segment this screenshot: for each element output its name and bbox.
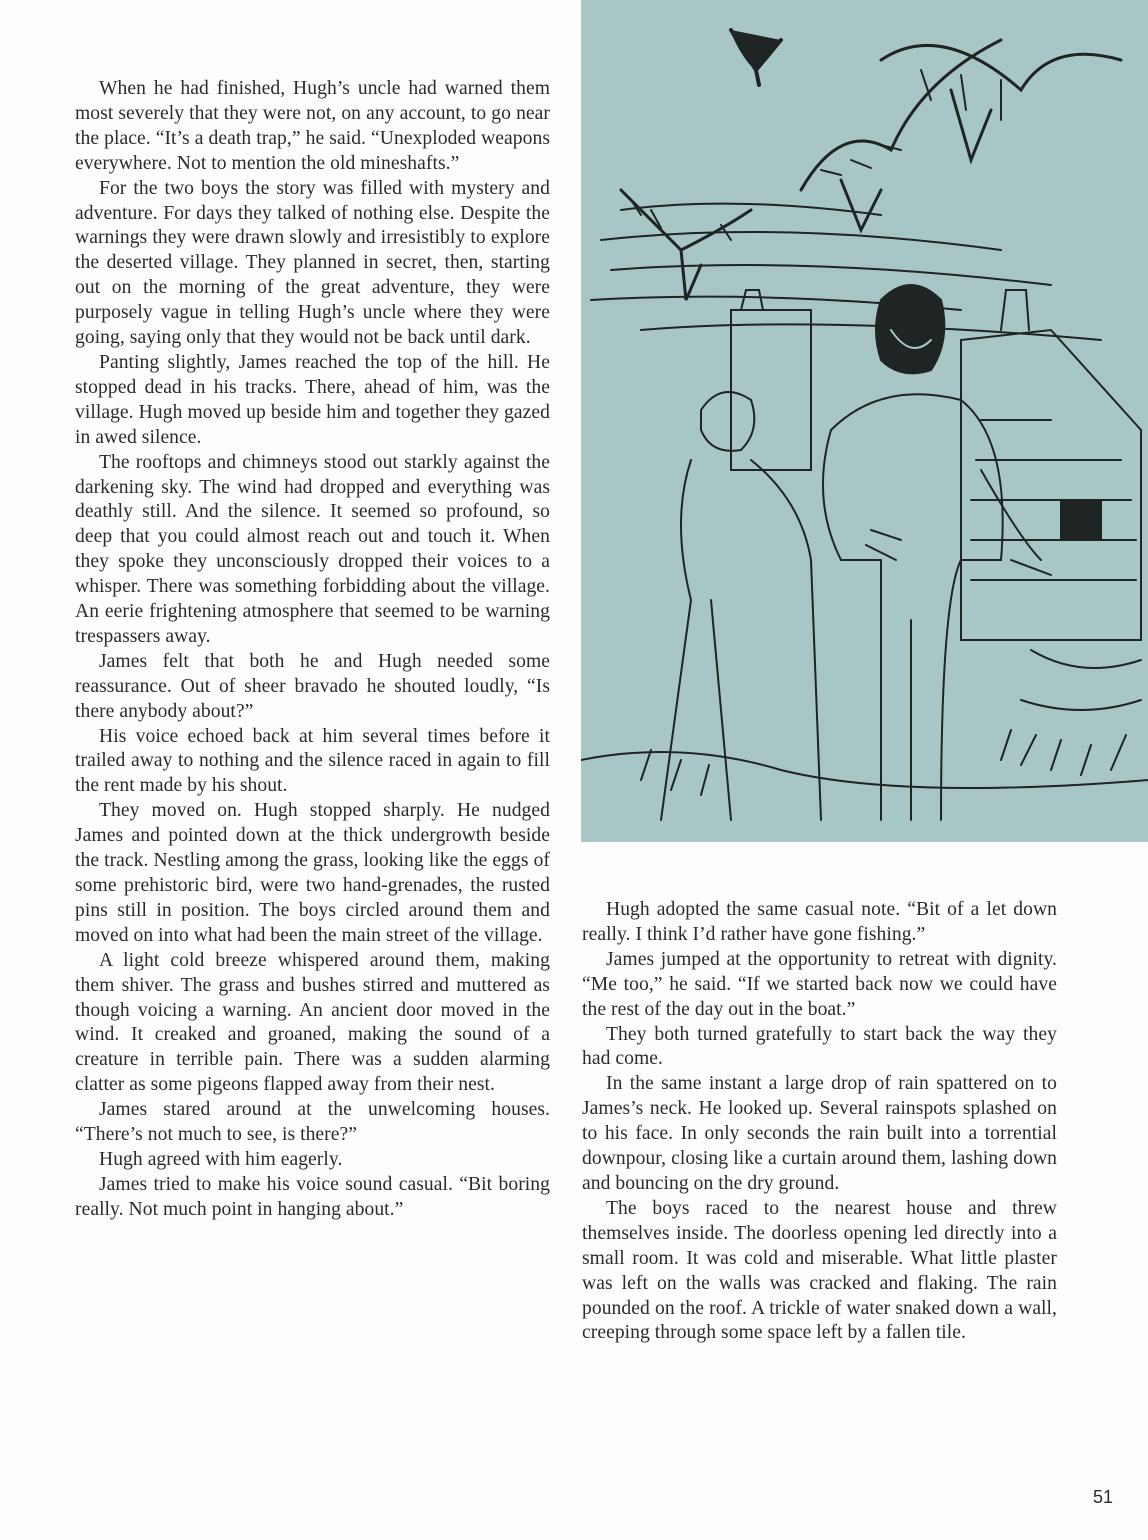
- paragraph: A light cold breeze whispered around them, making them shiver. The grass and bushes stirred and muttered as though voicing a warning. An ancient door moved in the wind. It creaked and groaned, making the sound of a creature in terrible pain. There was a sudden alarming clatter as some pigeons flapped away from their nest.: [75, 949, 550, 1096]
- right-text-column: [582, 898, 1057, 1346]
- paragraph: When he had finished, Hugh’s uncle had warned them most severely that they were not, on any account, to go near the place. “It’s a death trap,” he said. “Unexploded weapons everywhere. Not to mention the old mineshafts.”: [75, 78, 550, 174]
- paragraph: The boys raced to the nearest house and threw themselves inside. The doorless opening led directly into a small room. It was cold and miserable. What little plaster was left on the walls was cracked and flaking. The rain pounded on the roof. A trickle of water snaked down a wall, creeping through some space left by a fallen tile.: [582, 1197, 1057, 1344]
- paragraph: The rooftops and chimneys stood out starkly against the darkening sky. The wind had dropped and everything was deathly still. And the silence. It seemed so profound, so deep that you could almost reach out and touch it. When they spoke they unconsciously dropped their voices to a whisper. There was something forbidding about the village. An eerie frightening atmosphere that seemed to be warning trespassers away.: [75, 451, 550, 647]
- left-text-column: [75, 77, 550, 1223]
- paragraph: In the same instant a large drop of rain spattered on to James’s neck. He looked up. Several rainspots splashed on to his face. In only seconds the rain built into a torrential downpour, closing like a curtain around them, lashing down and bouncing on the dry ground.: [582, 1073, 1057, 1194]
- paragraph: For the two boys the story was filled with mystery and adventure. For days they talked of nothing else. Despite the warnings they were drawn slowly and irresistibly to explore the deserted village. They planned in secret, then, starting out on the morning of the great adventure, they were purposely vague in telling Hugh’s uncle where they were going, saying only that they would not be back until dark.: [75, 177, 550, 349]
- paragraph: They both turned gratefully to start back the way they had come.: [582, 1023, 1057, 1070]
- bird-icon: [801, 40, 1001, 230]
- boy-figure: [823, 285, 1051, 820]
- bird-icon: [881, 45, 1121, 160]
- illustration-drawing: [581, 0, 1148, 842]
- paragraph: They moved on. Hugh stopped sharply. He nudged James and pointed down at the thick undergrowth beside the track. Nestling among the grass, looking like the eggs of some prehistoric bird, were two hand-grenades, the rusted pins still in position. The boys circled around them and moved on into what had been the main street of the village.: [75, 800, 550, 946]
- paragraph: His voice echoed back at him several times before it trailed away to nothing and the silence raced in again to fill the rent made by his shout.: [75, 725, 550, 797]
- paragraph: James tried to make his voice sound casual. “Bit boring really. Not much point in hanging about.”: [75, 1173, 550, 1220]
- paragraph: Hugh agreed with him eagerly.: [99, 1148, 343, 1170]
- paragraph: James felt that both he and Hugh needed some reassurance. Out of sheer bravado he shouted loudly, “Is there anybody about?”: [75, 650, 550, 722]
- bird-icon: [621, 190, 751, 300]
- pen-and-ink-drawing-icon: [581, 0, 1148, 842]
- paragraph: Panting slightly, James reached the top of the hill. He stopped dead in his tracks. There, ahead of him, was the village. Hugh moved up beside him and together they gazed in awed silence.: [75, 351, 550, 448]
- boy-figure: [661, 392, 821, 820]
- paragraph: James jumped at the opportunity to retreat with dignity. “Me too,” he said. “If we started back now we could have the rest of the day out in the boat.”: [582, 948, 1057, 1020]
- paragraph: James stared around at the unwelcoming houses. “There’s not much to see, is there?”: [75, 1099, 550, 1146]
- paragraph: Hugh adopted the same casual note. “Bit of a let down really. I think I’d rather have gone fishing.”: [582, 899, 1057, 945]
- page-number: 51: [1093, 1487, 1114, 1507]
- bird-icon: [731, 30, 781, 85]
